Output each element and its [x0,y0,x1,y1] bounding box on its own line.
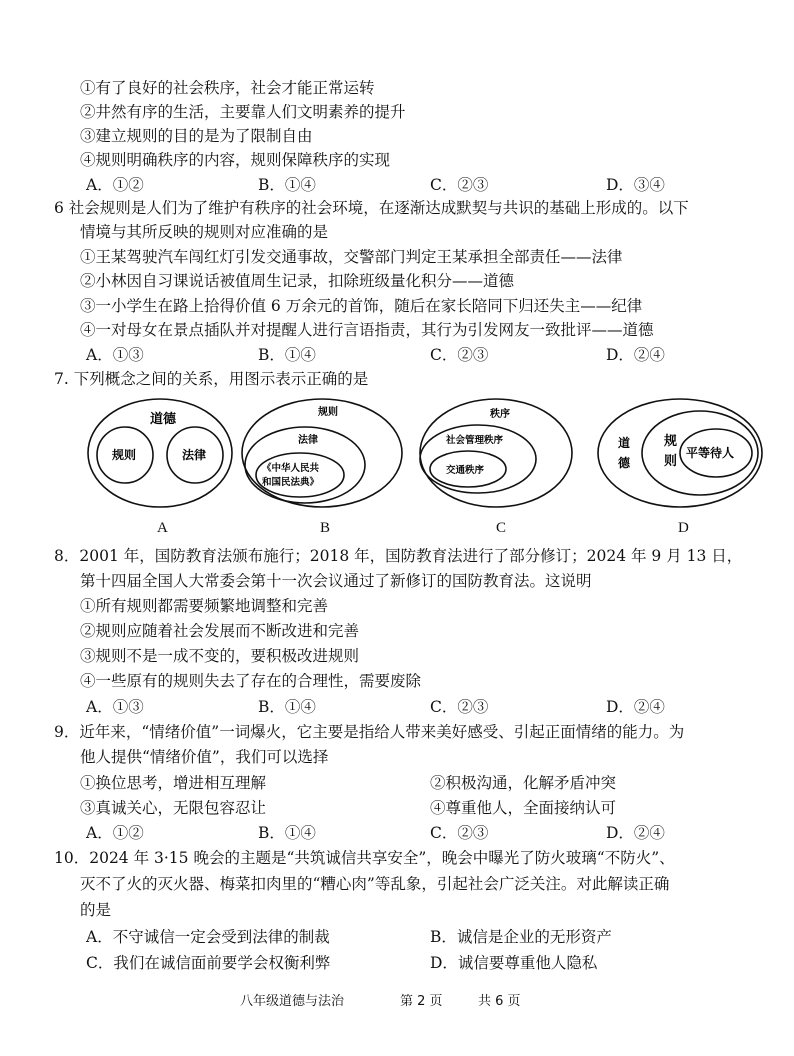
q8-statement-3: ③规则不是一成不变的，要积极改进规则 [80,647,360,665]
q8-statement-4: ④一些原有的规则失去了存在的合理性，需要废除 [80,672,422,690]
q8-statement-2: ②规则应随着社会发展而不断改进和完善 [80,622,360,640]
diagram-c-middle: 社会管理秩序 [446,435,504,446]
q6-statement-3: ③一小学生在路上拾得价值 6 万余元的首饰，随后在家长陪同下归还失主——纪律 [80,297,643,315]
q7-diagrams [0,395,794,535]
q7-stem: 7. 下列概念之间的关系，用图示表示正确的是 [54,370,369,388]
footer-total: 共 6 页 [478,994,521,1009]
diagram-d-inner: 平等待人 [686,446,735,460]
diagram-d-middle2: 则 [664,454,678,469]
q6-option-c: C．②③ [430,346,489,364]
footer-subject: 八年级道德与法治 [240,994,345,1009]
q5-option-c: C．②③ [430,176,489,194]
diagram-b [242,399,402,507]
diagram-a [88,399,232,507]
diagram-c-inner: 交通秩序 [446,465,485,476]
q9-statement-3: ③真诚关心，无限包容忍让 [80,799,267,817]
q6-option-d: D．②④ [606,346,665,364]
q5-statement-2: ②井然有序的生活，主要靠人们文明素养的提升 [80,103,406,121]
q9-statement-1: ①换位思考，增进相互理解 [80,774,267,792]
q6-statement-4: ④一对母女在景点插队并对提醒人进行言语指责，其行为引发网友一致批评——道德 [80,321,654,339]
diagram-label-c: C [496,520,507,536]
diagram-d [598,399,762,507]
q6-option-b: B．①④ [258,346,316,364]
q9-stem-line1: 9．近年来，“情绪价值”一词爆火，它主要是指给人带来美好感受、引起正面情绪的能力。为 [54,723,685,741]
q6-stem-line2: 情境与其所反映的规则对应准确的是 [80,223,329,241]
diagram-label-b: B [320,520,331,536]
diagram-b-middle: 法律 [298,435,318,446]
q6-statement-1: ①王某驾驶汽车闯红灯引发交通事故，交警部门判定王某承担全部责任——法律 [80,248,623,266]
diagram-d-outer2: 德 [618,456,631,470]
diagram-a-outer: 道德 [150,412,177,427]
q6-stem-line1: 6 社会规则是人们为了维护有秩序的社会环境，在逐渐达成默契与共识的基础上形成的。以下 [54,199,689,217]
diagram-label-a: A [157,520,168,536]
q5-option-b: B．①④ [258,176,316,194]
q10-option-b: B．诚信是企业的无形资产 [430,928,612,946]
q8-option-c: C．②③ [430,698,489,716]
diagram-d-middle1: 规 [664,434,678,449]
diagram-b-outer: 规则 [318,407,338,418]
q9-option-a: A．①② [86,824,144,842]
q9-stem-line2: 他人提供“情绪价值”，我们可以选择 [80,748,329,766]
q9-statement-4: ④尊重他人，全面接纳认可 [430,799,617,817]
q5-statement-1: ①有了良好的社会秩序，社会才能正常运转 [80,79,375,97]
q5-option-a: A．①② [86,176,144,194]
diagram-b-inner1: 《中华人民共 [262,463,320,474]
q8-stem-line2: 第十四届全国人大常委会第十一次会议通过了新修订的国防教育法。这说明 [80,572,592,590]
q10-option-d: D．诚信要尊重他人隐私 [430,954,598,972]
q10-stem-line1: 10．2024 年 3·15 晚会的主题是“共筑诚信共享安全”，晚会中曝光了防火玻璃“不防火”、 [54,849,675,867]
diagram-c-outer: 秩序 [490,409,510,420]
q6-statement-2: ②小林因自习课说话被值周生记录，扣除班级量化积分——道德 [80,272,515,290]
q5-statement-4: ④规则明确秩序的内容，规则保障秩序的实现 [80,151,391,169]
q5-statement-3: ③建立规则的目的是为了限制自由 [80,127,313,145]
q10-option-a: A．不守诚信一定会受到法律的制裁 [86,928,330,946]
q8-option-d: D．②④ [606,698,665,716]
diagram-label-d: D [678,520,689,536]
q6-option-a: A．①③ [86,346,144,364]
q9-statement-2: ②积极沟通，化解矛盾冲突 [430,774,617,792]
q9-option-b: B．①④ [258,824,316,842]
q10-option-c: C．我们在诚信面前要学会权衡利弊 [86,954,331,972]
diagram-c [420,399,572,507]
q10-stem-line2: 灭不了火的灭火器、梅菜扣肉里的“糟心肉”等乱象，引起社会广泛关注。对此解读正确 [80,875,670,893]
q8-option-a: A．①③ [86,698,144,716]
q10-stem-line3: 的是 [80,901,112,919]
q5-option-d: D．③④ [606,176,665,194]
diagram-a-right: 法律 [182,448,207,462]
q9-option-c: C．②③ [430,824,489,842]
footer-page: 第 2 页 [400,994,443,1009]
diagram-d-outer1: 道 [618,436,631,450]
diagram-a-left: 规则 [112,448,137,462]
q9-option-d: D．②④ [606,824,665,842]
q8-stem-line1: 8．2001 年，国防教育法颁布施行；2018 年，国防教育法进行了部分修订；2024 年 9 月 13 日， [54,547,743,565]
diagram-b-inner2: 和国民法典》 [262,477,320,488]
q8-option-b: B．①④ [258,698,316,716]
q8-statement-1: ①所有规则都需要频繁地调整和完善 [80,597,329,615]
